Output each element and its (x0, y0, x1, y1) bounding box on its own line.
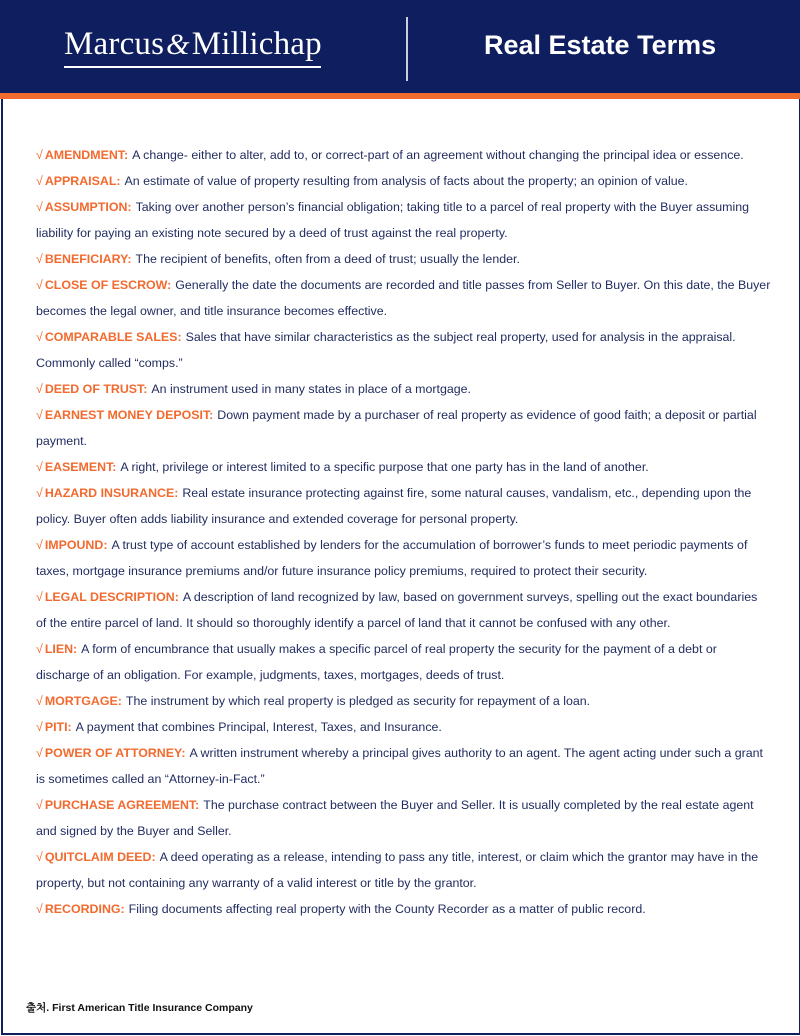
term-definition: The recipient of benefits, often from a deed of trust; usually the lender. (135, 252, 520, 266)
term-entry (36, 896, 771, 922)
check-mark-icon: √ (36, 590, 43, 604)
term-definition: An estimate of value of property resulting from analysis of facts about the property; an opinion of value. (124, 174, 688, 188)
check-mark-icon: √ (36, 538, 43, 552)
term-entry (36, 454, 771, 480)
term-entry (36, 584, 771, 636)
term-name: PURCHASE AGREEMENT: (44, 798, 200, 812)
source-note: 출처. First American Title Insurance Company (26, 1002, 253, 1014)
check-mark-icon: √ (36, 902, 43, 916)
check-mark-icon: √ (36, 642, 43, 656)
term-name: EASEMENT: (44, 460, 117, 474)
check-mark-icon: √ (36, 460, 43, 474)
term-name: IMPOUND: (44, 538, 108, 552)
term-definition: Generally the date the documents are recorded and title passes from Seller to Buyer. On this date, the Buyer becomes the legal owner, and title insurance becomes effective. (36, 278, 771, 318)
term-entry (36, 376, 771, 402)
term-definition: A description of land recognized by law, based on government surveys, spelling out the exact boundaries of the entire parcel of land. It should so thoroughly identify a parcel of land that it cannot be confused with any other. (36, 590, 758, 630)
term-entry (36, 844, 771, 896)
term-definition: The purchase contract between the Buyer and Seller. It is usually completed by the real estate agent and signed by the Buyer and Seller. (36, 798, 754, 838)
term-entry (36, 480, 771, 532)
term-entry (36, 324, 771, 376)
logo-ampersand: & (166, 28, 190, 61)
header-banner (0, 0, 800, 93)
check-mark-icon: √ (36, 720, 43, 734)
check-mark-icon: √ (36, 798, 43, 812)
term-definition: A payment that combines Principal, Interest, Taxes, and Insurance. (75, 720, 442, 734)
term-entry (36, 714, 771, 740)
term-definition: The instrument by which real property is pledged as security for repayment of a loan. (125, 694, 591, 708)
check-mark-icon: √ (36, 330, 43, 344)
term-name: PITI: (44, 720, 72, 734)
term-name: LIEN: (44, 642, 78, 656)
term-name: AMENDMENT: (44, 148, 129, 162)
term-name: QUITCLAIM DEED: (44, 850, 156, 864)
term-definition: A right, privilege or interest limited to a specific purpose that one party has in the land of another. (120, 460, 649, 474)
check-mark-icon: √ (36, 382, 43, 396)
term-definition: A written instrument whereby a principal gives authority to an agent. The agent acting under such a grant is sometimes called an “Attorney-in-Fact.” (36, 746, 763, 786)
term-name: LEGAL DESCRIPTION: (44, 590, 179, 604)
terms-list (36, 142, 771, 922)
check-mark-icon: √ (36, 148, 43, 162)
term-entry (36, 168, 771, 194)
term-definition: Down payment made by a purchaser of real property as evidence of good faith; a deposit or partial payment. (36, 408, 757, 448)
term-definition: Taking over another person’s financial obligation; taking title to a parcel of real property with the Buyer assuming liability for paying an existing note secured by a deed of trust against the real property. (36, 200, 750, 240)
logo-left-text: Marcus (64, 26, 165, 62)
term-name: MORTGAGE: (44, 694, 122, 708)
term-name: POWER OF ATTORNEY: (44, 746, 186, 760)
header-divider (406, 17, 408, 81)
term-definition: A deed operating as a release, intending to pass any title, interest, or claim which the grantor may have in the property, but not containing any warranty of a valid interest or title by the grantor. (36, 850, 759, 890)
term-entry (36, 532, 771, 584)
term-entry (36, 402, 771, 454)
term-definition: Real estate insurance protecting against fire, some natural causes, vandalism, etc., depending upon the policy. Buyer often adds liability insurance and extended coverage for personal property. (36, 486, 752, 526)
logo-underline (64, 66, 321, 68)
term-name: HAZARD INSURANCE: (44, 486, 179, 500)
term-entry (36, 142, 771, 168)
check-mark-icon: √ (36, 746, 43, 760)
term-definition: Filing documents affecting real property with the County Recorder as a matter of public record. (128, 902, 646, 916)
term-entry (36, 636, 771, 688)
term-entry (36, 688, 771, 714)
check-mark-icon: √ (36, 174, 43, 188)
term-name: ASSUMPTION: (44, 200, 132, 214)
term-entry (36, 792, 771, 844)
company-logo (64, 26, 322, 63)
term-definition: Sales that have similar characteristics as the subject real property, used for analysis in the appraisal. Commonly called “comps.” (36, 330, 736, 370)
check-mark-icon: √ (36, 486, 43, 500)
check-mark-icon: √ (36, 278, 43, 292)
term-name: EARNEST MONEY DEPOSIT: (44, 408, 214, 422)
check-mark-icon: √ (36, 850, 43, 864)
term-name: COMPARABLE SALES: (44, 330, 182, 344)
term-entry (36, 272, 771, 324)
term-entry (36, 194, 771, 246)
term-name: RECORDING: (44, 902, 125, 916)
check-mark-icon: √ (36, 408, 43, 422)
term-entry (36, 246, 771, 272)
term-entry (36, 740, 771, 792)
term-definition: A form of encumbrance that usually makes a specific parcel of real property the security for the payment of a debt or discharge of an obligation. For example, judgments, taxes, mortgages, deeds of trust. (36, 642, 717, 682)
check-mark-icon: √ (36, 694, 43, 708)
logo-right-text: Millichap (191, 26, 322, 62)
term-definition: A change- either to alter, add to, or correct-part of an agreement without changing the principal idea or essence. (132, 148, 744, 162)
term-name: BENEFICIARY: (44, 252, 132, 266)
term-definition: A trust type of account established by lenders for the accumulation of borrower’s funds to meet periodic payments of taxes, mortgage insurance premiums and/or future insurance policy premiums, required to protect their security. (36, 538, 748, 578)
term-definition: An instrument used in many states in place of a mortgage. (151, 382, 471, 396)
check-mark-icon: √ (36, 252, 43, 266)
term-name: APPRAISAL: (44, 174, 121, 188)
page-title: Real Estate Terms (484, 30, 717, 60)
check-mark-icon: √ (36, 200, 43, 214)
term-name: CLOSE OF ESCROW: (44, 278, 172, 292)
term-name: DEED OF TRUST: (44, 382, 148, 396)
